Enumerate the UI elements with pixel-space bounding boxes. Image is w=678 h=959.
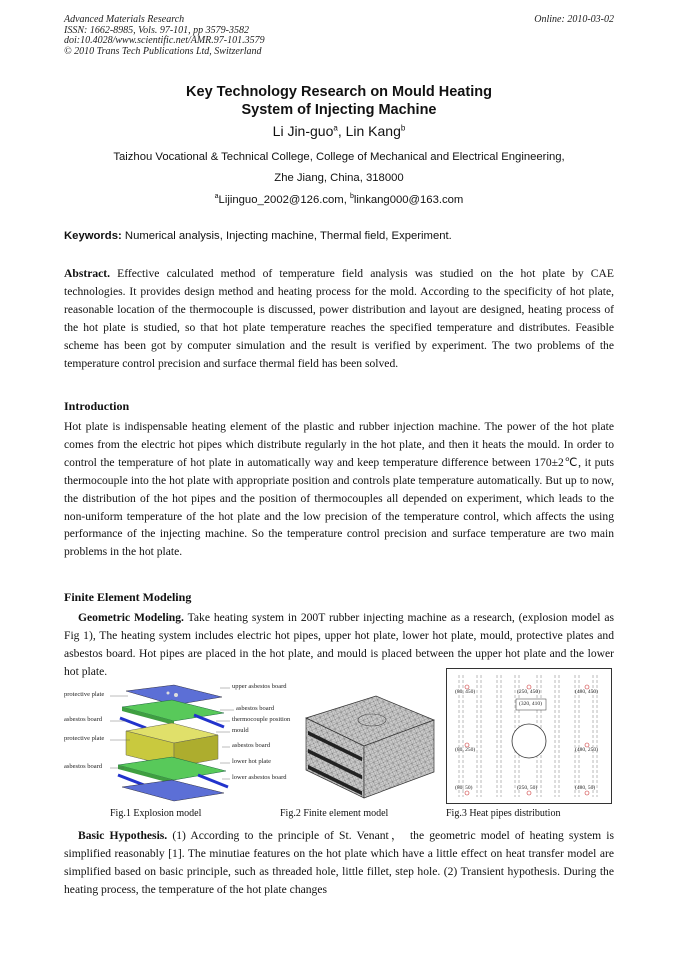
thermocouple-hole xyxy=(174,693,178,697)
author-emails xyxy=(0,193,678,206)
explosion-model-drawing xyxy=(64,683,314,803)
point-label-9: (480, 50) xyxy=(575,785,596,791)
geometric-modeling-label: Geometric Modeling. xyxy=(78,611,184,624)
figure-1-explosion-model xyxy=(64,683,314,803)
email-b[interactable]: linkang000@163.com xyxy=(353,193,464,206)
paper-title-line1: Key Technology Research on Mould Heating xyxy=(186,84,492,100)
email-a-sup: a xyxy=(214,193,219,200)
author-2-sup: b xyxy=(400,123,406,133)
basic-hypothesis-text: (1) According to the principle of St. Venant， the geometric model of heating system is simplified reasonably [1]. The minutiae features on the hot plate which have a little effect on heat transfer model are simplified based on basic principle, such as threaded hole, little fillet, step hole. (2) Transient hypothesis. During the heating process, the temperature of the hot plate changes xyxy=(64,829,615,896)
email-b-sup: b xyxy=(349,193,354,200)
label-protective-plate-1: protective plate xyxy=(64,691,105,698)
email-a[interactable]: Lijinguo_2002@126.com, xyxy=(218,193,350,206)
author-1: Li Jin-guo xyxy=(272,123,334,139)
abstract xyxy=(64,265,614,372)
introduction-heading: Introduction xyxy=(64,399,130,413)
keywords-label: Keywords: xyxy=(64,230,122,242)
point-label-5: (80, 250) xyxy=(455,747,476,753)
abstract-label: Abstract. xyxy=(64,267,111,280)
thermocouple-hole xyxy=(167,692,170,695)
figure-2-caption: Fig.2 Finite element model xyxy=(280,808,389,819)
basic-hypothesis-label: Basic Hypothesis. xyxy=(78,829,168,842)
figure-1-caption: Fig.1 Explosion model xyxy=(110,808,202,819)
point-label-4: (320, 410) xyxy=(519,701,542,707)
affiliation-line2: Zhe Jiang, China, 318000 xyxy=(274,172,404,184)
author-sep: , xyxy=(337,123,346,139)
keywords-text: Numerical analysis, Injecting machine, Thermal field, Experiment. xyxy=(121,230,452,242)
label-lower-asbestos-board: lower asbestos board xyxy=(232,774,287,781)
hot-pipe xyxy=(118,775,144,785)
label-asbestos-board-r2: asbestos board xyxy=(232,742,271,749)
authors xyxy=(0,123,678,139)
geometric-modeling-text: Take heating system in 200T rubber injecting machine as a research, (explosion model as Fig 1), The heating system includes electric hot pipes, upper hot plate, lower hot plate, mould, protective plates and asbestos board. Hot pipes are placed in the hot plate, and mould is placed between the upper hot plate and the lower hot plate. xyxy=(64,611,614,678)
journal-meta xyxy=(64,15,265,57)
label-lower-hot-plate: lower hot plate xyxy=(232,758,271,765)
label-asbestos-board-2: asbestos board xyxy=(64,763,103,770)
point-label-6: (480, 250) xyxy=(575,747,598,753)
label-mould: mould xyxy=(232,727,249,734)
keywords xyxy=(64,230,452,242)
point-label-8: (250, 50) xyxy=(517,785,538,791)
label-asbestos-board-1: asbestos board xyxy=(64,716,103,723)
affiliation-line1: Taizhou Vocational & Technical College, College of Mechanical and Electrical Engineering, xyxy=(113,151,565,163)
fem-heading: Finite Element Modeling xyxy=(64,590,192,604)
abstract-text: Effective calculated method of temperature field analysis was studied on the hot plate by CAE technologies. It provides design method and heating process for the mold. According to the specificity of hot plate, reasonable location of the thermocouple is discussed, power distribution and layout are designed, heating process of the hot plate is studied, so that hot plate temperature reaches the specified temperature and distributes. Feasible scheme has been got by computer simulation and the result is verified by experiment. The two problems of the temperature control precision and surface thermal field has been solved. xyxy=(64,267,614,370)
point-label-7: (80, 50) xyxy=(455,785,473,791)
point-label-3: (480, 450) xyxy=(575,689,598,695)
introduction-text: Hot plate is indispensable heating element of the plastic and rubber injection machine. The power of the hot plate comes from the electric hot pipes which distribute regularly in the hot plate, and then it heats the mould. In order to control the temperature of hot plate in automatically way and keep temperature difference between 170±2℃, it puts thermocouple into the hot plate with appropriate position and controls plate temperature automatically. But up to now, the distribution of the hot pipes and the position of thermocouples all depended on experiment, which leads to the non-uniform temperature of the hot plate and the low precision of the temperature control, which affects the using performance of the injecting machine. So the temperature control precision and surface temperature are two main problems in the hot plate. xyxy=(64,420,614,559)
center-hole xyxy=(512,724,546,758)
journal-copyright: © 2010 Trans Tech Publications Ltd, Switzerland xyxy=(64,45,262,57)
label-asbestos-board-r1: asbestos board xyxy=(236,705,275,712)
author-2: Lin Kang xyxy=(345,123,401,139)
hot-pipe xyxy=(198,775,228,787)
figure-3-caption: Fig.3 Heat pipes distribution xyxy=(446,808,561,819)
online-date: Online: 2010-03-02 xyxy=(534,14,614,25)
journal-doi: doi:10.4028/www.scientific.net/AMR.97-101.3579 xyxy=(64,35,265,46)
paper-title-line2: System of Injecting Machine xyxy=(241,102,437,118)
label-thermocouple-position: thermocouple position xyxy=(232,716,291,723)
journal-issn: ISSN: 1662-8985, Vols. 97-101, pp 3579-3582 xyxy=(64,24,249,36)
basic-hypothesis-para xyxy=(64,827,614,899)
label-protective-plate-2: protective plate xyxy=(64,735,105,742)
author-1-sup: a xyxy=(333,123,338,133)
hot-pipe xyxy=(120,718,146,728)
asbestos-board-top xyxy=(122,700,224,721)
label-upper-asbestos-board: upper asbestos board xyxy=(232,683,287,690)
figure-3-heat-pipes xyxy=(446,668,612,804)
fe-mesh-drawing xyxy=(298,690,438,802)
journal-name: Advanced Materials Research xyxy=(64,14,185,25)
point-label-2: (250, 450) xyxy=(517,689,540,695)
point-label-1: (80, 450) xyxy=(455,689,476,695)
figure-2-finite-element-model xyxy=(298,690,438,802)
